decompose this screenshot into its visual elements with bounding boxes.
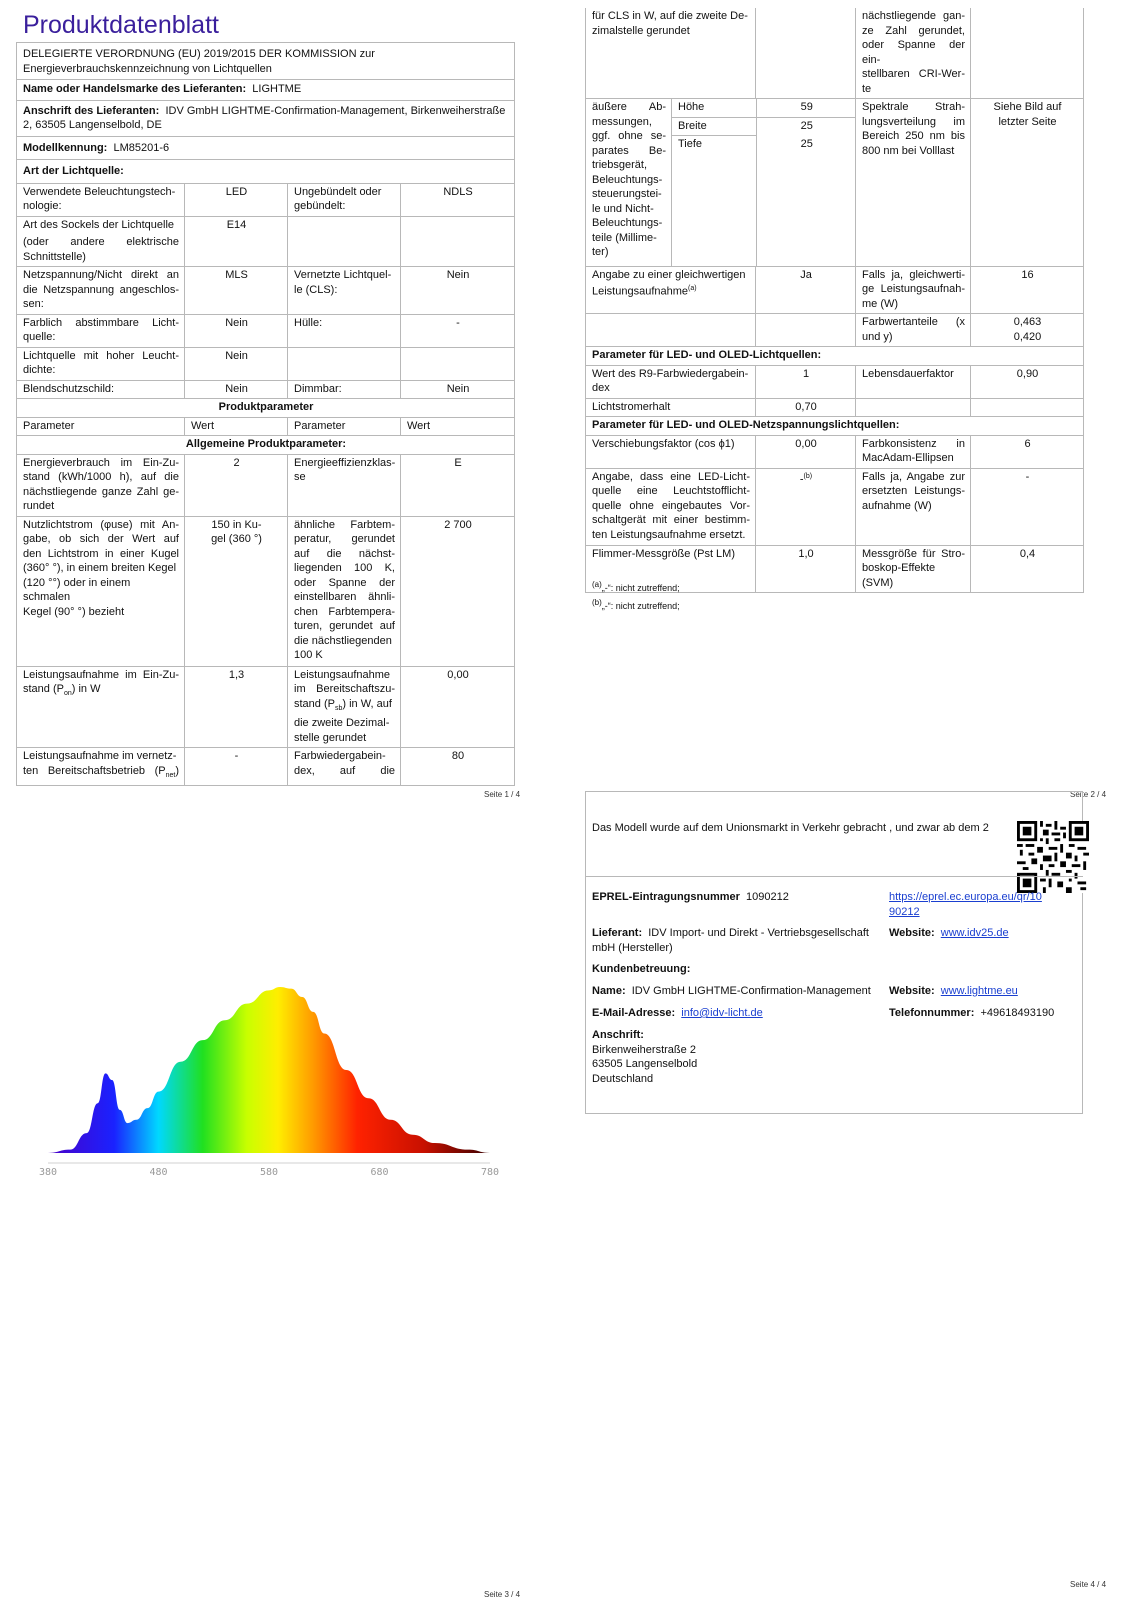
- cell-text: die nächstliegenden: [294, 634, 392, 647]
- footnote-mark: (a): [688, 285, 697, 292]
- cell-text: oder Spanne der: [294, 576, 395, 589]
- cell-text: Bereich 250 nm bis: [862, 130, 965, 142]
- x-tick-labels: [39, 1167, 499, 1178]
- regulation-line-1: DELEGIERTE VERORDNUNG (EU) 2019/2015 DER KOMMISSION zur: [23, 48, 375, 60]
- phone-value: +49618493190: [980, 1007, 1055, 1019]
- spectrum-chart: [30, 975, 500, 1185]
- cell-text: ) in W, auf: [342, 697, 392, 710]
- product-heading: Produktparameter: [17, 399, 515, 418]
- supplier-value-2: mbH (Hersteller): [592, 941, 673, 954]
- cell-text: (120 °°) oder in einem schmalen: [23, 576, 131, 603]
- eprel-link-line-1[interactable]: https://eprel.ec.europa.eu/qr/10: [889, 891, 1042, 903]
- cell-value: 2 700: [401, 516, 515, 666]
- datasheet-title: Produktdatenblatt: [23, 11, 219, 39]
- cell-text: Lebensdauerfaktor: [856, 365, 971, 398]
- cell-text: quelle ohne eingebautes Vor-: [592, 499, 750, 512]
- cell-text: quelle:: [23, 331, 56, 343]
- postal-address: [592, 1028, 697, 1086]
- cell-text: ten Bereitschaftsbetrieb (P: [23, 764, 166, 777]
- cell-text: dichte:: [23, 364, 56, 376]
- cell-value: 16: [971, 266, 1084, 314]
- table-row: [17, 267, 515, 315]
- cell-value: 0,90: [971, 365, 1084, 398]
- cell-text: teile (Millime-: [592, 231, 657, 244]
- table-row: [586, 435, 1084, 468]
- page1-table: [16, 42, 515, 786]
- table-row: [17, 516, 515, 666]
- cell-text: quelle eine Leuchtstofflicht-: [592, 485, 750, 497]
- phone-line: [889, 1006, 1054, 1021]
- cell-value: E: [401, 454, 515, 516]
- cell-value: Nein: [401, 267, 515, 315]
- cell-text: für CLS in W, auf die zweite De-: [592, 10, 748, 22]
- cell-text: triebsgerät,: [592, 159, 648, 171]
- cell-value: 1,0: [756, 545, 856, 593]
- page-number-2: Seite 2 / 4: [1070, 790, 1107, 799]
- type-heading-row: [17, 160, 515, 184]
- cell-text: lungsverteilung im: [862, 115, 965, 128]
- website-line-1: [889, 926, 1009, 941]
- cell-value: -: [799, 473, 804, 486]
- eprel-value: 1090212: [746, 891, 789, 903]
- phone-label: Telefonnummer:: [889, 1007, 975, 1019]
- cell-text: sen:: [23, 298, 44, 310]
- cell-text: Kegel (90° °) bezieht: [23, 605, 125, 618]
- cell-text: parates Be-: [592, 144, 666, 157]
- cell-text: Angabe zu einer gleichwertigen: [592, 268, 746, 281]
- cell-value: NDLS: [401, 183, 515, 216]
- address-label: Anschrift des Lieferanten:: [23, 104, 160, 117]
- email-label: E-Mail-Adresse:: [592, 1007, 676, 1019]
- cell-text: Vernetzte Lichtquel-: [294, 269, 392, 281]
- cell-text: ze Zahl gerundet,: [862, 24, 965, 37]
- cell-text: ) in W: [71, 683, 101, 695]
- cell-value: 1,3: [185, 666, 288, 748]
- postal-address-label: Anschrift:: [592, 1029, 644, 1041]
- name-label: Name:: [592, 985, 626, 997]
- cell-value: 80: [401, 748, 515, 786]
- cell-text: Verschiebungsfaktor (cos ϕ1): [586, 435, 756, 468]
- dim-label: Tiefe: [672, 136, 756, 266]
- cell-text: ähnliche Farbtem-: [294, 518, 395, 531]
- cell-text: Falls ja, Angabe zur: [862, 470, 965, 483]
- cell-value: -: [971, 468, 1084, 545]
- subscript: on: [63, 690, 72, 698]
- brand-row: [17, 80, 515, 101]
- cell-text: 800 nm bei Volllast: [862, 144, 955, 157]
- cell-text: die Netzspannung angeschlos-: [23, 283, 179, 296]
- cell-text: Dimmbar:: [288, 380, 401, 399]
- dim-value: 25: [800, 137, 813, 150]
- page2-table: [585, 8, 1084, 593]
- cell-text: schaltgerät mit einer bestimm-: [592, 514, 750, 526]
- cell-value: gel (360 °): [211, 533, 262, 545]
- cell-text: se: [294, 471, 306, 483]
- cell-text: turen, gerundet auf: [294, 620, 395, 632]
- cell-text: Farbwertanteile (x: [862, 316, 965, 328]
- page-number-4: Seite 4 / 4: [1070, 1580, 1107, 1589]
- cell-text: und y): [862, 330, 893, 343]
- postal-address-line-1: Birkenweiherstraße 2: [592, 1043, 696, 1056]
- column-header: Parameter: [17, 417, 185, 436]
- cell-value: E14: [185, 216, 288, 267]
- cell-text: ggf. ohne se-: [592, 130, 666, 142]
- cell-text: 100 K: [294, 649, 323, 661]
- x-tick-label: 480: [149, 1167, 168, 1178]
- cell-value: -: [185, 748, 288, 786]
- table-row: [586, 365, 1084, 398]
- cell-text: zimalstelle gerundet: [592, 24, 690, 37]
- cell-text: messungen,: [592, 115, 652, 128]
- mains-heading-row: [586, 417, 1084, 436]
- regulation-line-2: Energieverbrauchskennzeichnung von Lichtquellen: [23, 62, 272, 75]
- product-heading-row: [17, 399, 515, 418]
- eprel-label: EPREL-Eintragungsnummer: [592, 891, 740, 903]
- eprel-link[interactable]: [889, 890, 1042, 919]
- cell-text: rundet: [23, 500, 55, 512]
- cell-text: le und Nicht-: [592, 202, 654, 215]
- cell-value: -: [401, 314, 515, 347]
- model-row: [17, 136, 515, 160]
- address-value-1: IDV GmbH LIGHTME-Confirmation-Management, Birkenweiherstraße: [165, 104, 506, 117]
- cell-text: Beleuchtungs-: [592, 217, 663, 229]
- led-heading-row: [586, 347, 1084, 366]
- cell-text: Leistungsaufnahme: [592, 285, 689, 298]
- website-link-lightme[interactable]: www.lightme.eu: [940, 985, 1018, 997]
- footnote-b: [592, 596, 680, 614]
- cell-value: 0,00: [756, 435, 856, 468]
- cell-text: (SVM): [862, 576, 894, 589]
- cell-text: steuerungstei-: [592, 188, 662, 200]
- cell-text: oder Spanne der ein-: [862, 39, 965, 66]
- cell-text: ): [175, 764, 179, 777]
- table-row: [586, 8, 1084, 99]
- table-row: [17, 748, 515, 786]
- website-line-2: [889, 984, 1018, 999]
- cell-text: Lichtquelle mit hoher Leucht-: [23, 349, 179, 362]
- cell-value: 0,463: [1013, 316, 1042, 328]
- column-header: Parameter: [288, 417, 401, 436]
- cell-value: 0,420: [1013, 330, 1042, 343]
- eprel-link-line-2[interactable]: 90212: [889, 905, 920, 918]
- table-row: [17, 183, 515, 216]
- website-link-idv[interactable]: www.idv25.de: [940, 927, 1009, 939]
- x-tick-label: 580: [259, 1167, 279, 1178]
- cell-text: Leistungsaufnahme im Ein-Zu-: [23, 668, 179, 681]
- cell-text: dex, auf die: [294, 764, 395, 777]
- cell-value: letzter Seite: [998, 115, 1057, 128]
- footnote-mark: (b): [592, 598, 602, 607]
- cell-text: gebündelt:: [294, 200, 346, 212]
- cell-text: Flimmer-Messgröße (Pst LM): [586, 545, 756, 593]
- name-value: IDV GmbH LIGHTME-Confirmation-Management: [631, 985, 871, 997]
- type-heading: Art der Lichtquelle:: [17, 160, 515, 184]
- dim-label: Breite: [672, 117, 756, 136]
- cell-value: 2: [185, 454, 288, 516]
- table-row: [586, 398, 1084, 417]
- table-row: [586, 266, 1084, 314]
- cell-text: Ungebündelt oder: [294, 185, 382, 198]
- footnote-text: „-“: nicht zutreffend;: [601, 601, 680, 611]
- cell-text: Spektrale Strah-: [862, 101, 965, 113]
- cell-text: ten Leistungsaufnahme ersetzt.: [592, 528, 746, 541]
- cell-text: stand (kWh/1000 h), auf die: [23, 471, 179, 483]
- cell-text: chen Farbtempera-: [294, 605, 395, 618]
- cell-text: Leistungsaufnahme im vernetz-: [23, 750, 177, 763]
- table-row: [17, 314, 515, 347]
- cell-text: Nutzlichtstrom (φuse) mit An-: [23, 518, 179, 531]
- cell-text: MacAdam-Ellipsen: [862, 452, 954, 464]
- cell-value: 0,4: [971, 545, 1084, 593]
- cell-value: 150 in Ku-: [211, 518, 262, 531]
- cell-text: dex: [592, 382, 610, 394]
- cell-value: 1: [756, 365, 856, 398]
- cell-text: Verwendete Beleuchtungstech-: [23, 185, 176, 198]
- spectrum-area: [48, 987, 490, 1153]
- postal-address-line-3: Deutschland: [592, 1072, 654, 1085]
- page-number-1: Seite 1 / 4: [484, 790, 521, 799]
- cell-text: me (W): [862, 297, 899, 310]
- cell-text: (oder andere elektrische: [23, 236, 179, 248]
- cell-text: liegenden 100 K,: [294, 562, 395, 574]
- cell-text: stelle gerundet: [294, 731, 367, 744]
- cell-value: Siehe Bild auf: [993, 101, 1062, 113]
- subscript: sb: [334, 704, 343, 712]
- website-label: Website:: [889, 985, 935, 997]
- website-label: Website:: [889, 927, 935, 939]
- cell-value: Nein: [185, 314, 288, 347]
- cell-value: Nein: [185, 380, 288, 399]
- x-tick-label: 780: [480, 1167, 500, 1178]
- cell-text: ter): [592, 246, 609, 258]
- cell-value: LED: [185, 183, 288, 216]
- subscript: net: [165, 771, 176, 779]
- table-row: [17, 216, 515, 267]
- cell-value: MLS: [185, 267, 288, 315]
- customer-service-heading: Kundenbetreuung:: [592, 963, 691, 975]
- cell-text: stand (P: [23, 683, 64, 695]
- cell-text: stand (P: [294, 697, 335, 710]
- general-heading: Allgemeine Produktparameter:: [17, 436, 515, 455]
- cell-text: Farbwiedergabein-: [294, 750, 386, 763]
- cell-text: die zweite Dezimal-: [294, 717, 390, 730]
- x-tick-label: 380: [38, 1167, 58, 1178]
- table-row: [17, 454, 515, 516]
- model-label: Modellkennung:: [23, 141, 108, 154]
- market-date-text: Das Modell wurde auf dem Unionsmarkt in Verkehr gebracht , und zwar ab dem 2: [592, 822, 989, 834]
- supplier-label: Lieferant:: [592, 927, 643, 939]
- cell-text: nächstliegende ganze Zahl ge-: [23, 485, 179, 498]
- cell-text: gabe, ob sich der Wert auf: [23, 533, 179, 545]
- cell-text: Farblich abstimmbare Licht-: [23, 316, 179, 329]
- cell-value: 6: [971, 435, 1084, 468]
- cell-value: Nein: [185, 347, 288, 380]
- cell-text: äußere Ab-: [592, 101, 666, 113]
- cell-text: aufnahme (W): [862, 499, 932, 512]
- cell-text: (360° °), in einem breiten Kegel: [23, 562, 177, 574]
- cell-text: Wert des R9-Farbwiedergabein-: [592, 367, 749, 380]
- cell-value: Ja: [756, 266, 856, 314]
- table-row: [586, 314, 1084, 347]
- name-line: [592, 984, 871, 999]
- cell-text: Messgröße für Stro-: [862, 547, 965, 560]
- footnote-text: „-“: nicht zutreffend;: [601, 583, 680, 593]
- model-value: LM85201-6: [113, 141, 170, 154]
- postal-address-line-2: 63505 Langenselbold: [592, 1058, 698, 1070]
- cell-text: ersetzten Leistungs-: [862, 485, 965, 497]
- table-row: [586, 99, 1084, 267]
- cell-text: auf die nächst-: [294, 547, 395, 560]
- cell-value: 0,00: [401, 666, 515, 748]
- cell-text: Art des Sockels der Lichtquelle: [23, 218, 175, 231]
- cell-text: Leistungsaufnahme: [294, 668, 391, 681]
- brand-value: LIGHTME: [252, 83, 302, 95]
- cell-value: Nein: [401, 380, 515, 399]
- cell-text: stellbaren CRI-Wer-: [862, 68, 965, 80]
- cell-text: den Lichtstrom in einer Kugel: [23, 547, 179, 560]
- cell-text: le (CLS):: [294, 283, 338, 296]
- supplier-value-1: IDV Import- und Direkt - Vertriebsgesellschaft: [648, 927, 869, 939]
- footnote-a: [592, 578, 680, 596]
- email-link[interactable]: info@idv-licht.de: [681, 1007, 763, 1019]
- column-header: Wert: [185, 417, 288, 436]
- cell-text: Beleuchtungs-: [592, 173, 663, 186]
- address-value-2: 2, 63505 Langenselbold, DE: [23, 119, 162, 131]
- cell-text: Energieeffizienzklas-: [294, 456, 396, 469]
- email-line: [592, 1006, 763, 1021]
- dim-value: 25: [800, 119, 813, 132]
- dim-label: Höhe: [672, 99, 756, 117]
- cell-text: boskop-Effekte: [862, 562, 936, 574]
- dim-value: 59: [756, 99, 856, 117]
- cell-text: Hülle:: [288, 314, 401, 347]
- brand-label: Name oder Handelsmarke des Lieferanten:: [23, 83, 247, 95]
- cell-text: Falls ja, gleichwerti-: [862, 268, 965, 281]
- table-row: [17, 347, 515, 380]
- led-heading: Parameter für LED- und OLED-Lichtquellen:: [586, 347, 1084, 366]
- qr-code-icon[interactable]: [1017, 821, 1089, 893]
- column-header-row: [17, 417, 515, 436]
- mains-heading: Parameter für LED- und OLED-Netzspannungslichtquellen:: [586, 417, 1084, 436]
- regulation-row: [17, 43, 515, 80]
- cell-text: im Bereitschaftszu-: [294, 683, 395, 695]
- column-header: Wert: [401, 417, 515, 436]
- eprel-divider: [585, 876, 1083, 877]
- dimensions-subtable: [672, 99, 856, 266]
- cell-text: te: [862, 82, 872, 95]
- footnote-mark: (b): [803, 472, 813, 480]
- page-number-3: Seite 3 / 4: [484, 1590, 521, 1599]
- cell-text: einstellbaren ähnli-: [294, 591, 395, 603]
- general-heading-row: [17, 436, 515, 455]
- footnote-mark: (a): [592, 580, 602, 589]
- address-row: [17, 100, 515, 136]
- cell-text: Schnittstelle): [23, 250, 86, 263]
- supplier-line: [592, 926, 882, 955]
- cell-text: Lichtstromerhalt: [586, 398, 756, 417]
- table-row: [17, 666, 515, 748]
- cell-text: nächstliegende gan-: [862, 10, 965, 22]
- x-tick-label: 680: [370, 1167, 389, 1178]
- cell-text: Angabe, dass eine LED-Licht-: [592, 470, 750, 483]
- cell-text: ge Leistungsaufnah-: [862, 283, 965, 295]
- cell-value: 0,70: [756, 398, 856, 417]
- cell-text: Netzspannung/Nicht direkt an: [23, 269, 179, 281]
- cell-text: Farbkonsistenz in: [862, 437, 965, 450]
- cell-text: Energieverbrauch im Ein-Zu-: [23, 456, 179, 469]
- cell-text: Blendschutzschild:: [17, 380, 185, 399]
- cell-text: peratur, gerundet: [294, 533, 395, 545]
- eprel-line: [592, 890, 789, 905]
- cell-text: nologie:: [23, 200, 62, 212]
- table-row: [586, 468, 1084, 545]
- table-row: [17, 380, 515, 399]
